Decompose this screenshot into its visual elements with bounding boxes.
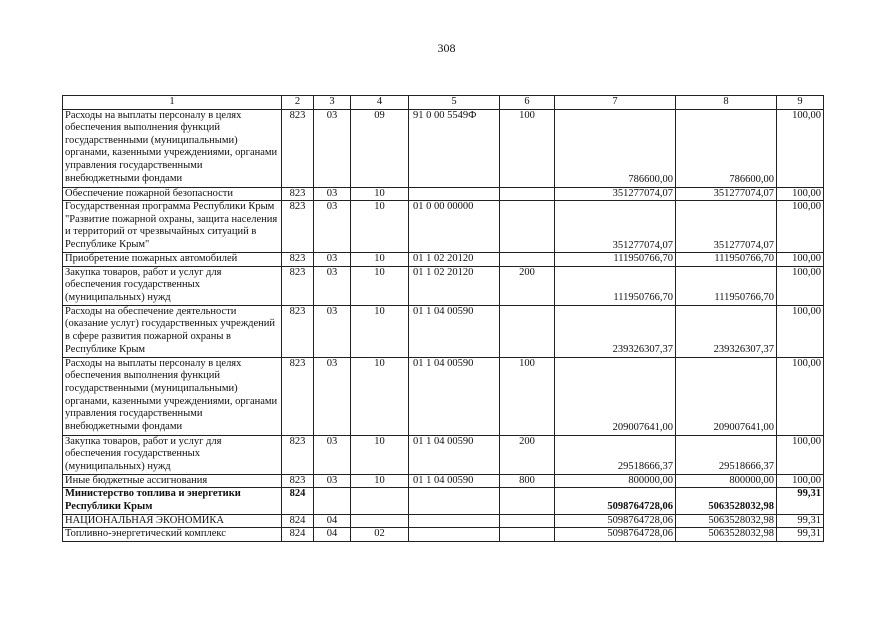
cell-grbs: 824 (282, 528, 314, 542)
cell-grbs: 823 (282, 435, 314, 474)
cell-section: 03 (314, 474, 351, 488)
budget-table (62, 95, 824, 542)
cell-section (314, 488, 351, 514)
cell-subsection (351, 514, 409, 528)
cell-subsection: 10 (351, 305, 409, 357)
cell-planned-amount: 29518666,37 (555, 435, 676, 474)
cell-expense-type (500, 528, 555, 542)
column-header: 5 (409, 96, 500, 110)
cell-subsection: 10 (351, 201, 409, 253)
cell-planned-amount: 5098764728,06 (555, 514, 676, 528)
table-row (63, 528, 824, 542)
column-header: 2 (282, 96, 314, 110)
cell-planned-amount: 239326307,37 (555, 305, 676, 357)
cell-grbs: 823 (282, 109, 314, 187)
cell-planned-amount: 111950766,70 (555, 266, 676, 305)
cell-subsection: 10 (351, 266, 409, 305)
column-header: 4 (351, 96, 409, 110)
cell-subsection (351, 488, 409, 514)
cell-grbs: 824 (282, 488, 314, 514)
page-number: 308 (437, 41, 456, 55)
column-header: 6 (500, 96, 555, 110)
row-name: Государственная программа Республики Крым "Развитие пожарной охраны, защита населения и территорий от чрезвычайных ситуаций в Республике Крым" (63, 201, 282, 253)
cell-section: 03 (314, 253, 351, 267)
cell-target-article: 91 0 00 5549Ф (409, 109, 500, 187)
column-header: 1 (63, 96, 282, 110)
cell-executed-amount: 5063528032,98 (676, 514, 777, 528)
cell-executed-amount: 800000,00 (676, 474, 777, 488)
cell-percent: 100,00 (777, 109, 824, 187)
cell-target-article (409, 528, 500, 542)
cell-percent: 99,31 (777, 488, 824, 514)
cell-percent: 100,00 (777, 357, 824, 435)
cell-percent: 100,00 (777, 305, 824, 357)
cell-executed-amount: 111950766,70 (676, 253, 777, 267)
cell-expense-type (500, 305, 555, 357)
table-row (63, 187, 824, 201)
table-row (63, 109, 824, 187)
cell-target-article: 01 1 04 00590 (409, 305, 500, 357)
cell-target-article: 01 1 04 00590 (409, 474, 500, 488)
cell-planned-amount: 5098764728,06 (555, 488, 676, 514)
cell-executed-amount: 239326307,37 (676, 305, 777, 357)
row-name: Топливно-энергетический комплекс (63, 528, 282, 542)
row-name: Расходы на выплаты персоналу в целях обеспечения выполнения функций государственными (муниципальными) органами, казенными учреждениями, органами управления государственными внебюджетными фондами (63, 109, 282, 187)
cell-subsection: 10 (351, 187, 409, 201)
cell-section: 03 (314, 201, 351, 253)
cell-target-article: 01 1 02 20120 (409, 266, 500, 305)
cell-target-article: 01 0 00 00000 (409, 201, 500, 253)
cell-executed-amount: 786600,00 (676, 109, 777, 187)
cell-section: 03 (314, 187, 351, 201)
cell-subsection: 10 (351, 435, 409, 474)
row-name: Иные бюджетные ассигнования (63, 474, 282, 488)
cell-expense-type (500, 488, 555, 514)
cell-percent: 99,31 (777, 514, 824, 528)
cell-percent: 99,31 (777, 528, 824, 542)
column-header: 3 (314, 96, 351, 110)
cell-subsection: 10 (351, 253, 409, 267)
row-name: Закупка товаров, работ и услуг для обеспечения государственных (муниципальных) нужд (63, 266, 282, 305)
row-name: Обеспечение пожарной безопасности (63, 187, 282, 201)
cell-percent: 100,00 (777, 187, 824, 201)
column-header: 7 (555, 96, 676, 110)
cell-percent: 100,00 (777, 201, 824, 253)
column-header: 8 (676, 96, 777, 110)
table-row (63, 488, 824, 514)
cell-planned-amount: 111950766,70 (555, 253, 676, 267)
cell-grbs: 823 (282, 474, 314, 488)
cell-target-article: 01 1 02 20120 (409, 253, 500, 267)
cell-target-article: 01 1 04 00590 (409, 435, 500, 474)
cell-section: 04 (314, 528, 351, 542)
cell-executed-amount: 111950766,70 (676, 266, 777, 305)
cell-expense-type: 200 (500, 435, 555, 474)
cell-section: 03 (314, 109, 351, 187)
cell-target-article: 01 1 04 00590 (409, 357, 500, 435)
cell-subsection: 10 (351, 474, 409, 488)
cell-grbs: 824 (282, 514, 314, 528)
cell-expense-type: 800 (500, 474, 555, 488)
row-name: НАЦИОНАЛЬНАЯ ЭКОНОМИКА (63, 514, 282, 528)
table-row (63, 266, 824, 305)
cell-expense-type (500, 514, 555, 528)
cell-grbs: 823 (282, 357, 314, 435)
cell-section: 03 (314, 435, 351, 474)
table-row (63, 357, 824, 435)
cell-target-article (409, 187, 500, 201)
cell-percent: 100,00 (777, 253, 824, 267)
cell-grbs: 823 (282, 187, 314, 201)
cell-planned-amount: 5098764728,06 (555, 528, 676, 542)
cell-planned-amount: 209007641,00 (555, 357, 676, 435)
cell-executed-amount: 5063528032,98 (676, 488, 777, 514)
cell-planned-amount: 800000,00 (555, 474, 676, 488)
column-header: 9 (777, 96, 824, 110)
cell-section: 04 (314, 514, 351, 528)
cell-expense-type: 100 (500, 109, 555, 187)
cell-percent: 100,00 (777, 474, 824, 488)
cell-expense-type: 200 (500, 266, 555, 305)
row-name: Расходы на обеспечение деятельности (оказание услуг) государственных учреждений в сфере развития пожарной охраны в Республике Крым (63, 305, 282, 357)
cell-expense-type (500, 253, 555, 267)
cell-expense-type (500, 187, 555, 201)
table-row (63, 514, 824, 528)
table-row (63, 474, 824, 488)
cell-section: 03 (314, 305, 351, 357)
row-name: Закупка товаров, работ и услуг для обеспечения государственных (муниципальных) нужд (63, 435, 282, 474)
cell-planned-amount: 351277074,07 (555, 187, 676, 201)
cell-executed-amount: 351277074,07 (676, 201, 777, 253)
cell-target-article (409, 488, 500, 514)
cell-section: 03 (314, 357, 351, 435)
cell-executed-amount: 29518666,37 (676, 435, 777, 474)
cell-subsection: 02 (351, 528, 409, 542)
table-row (63, 305, 824, 357)
cell-grbs: 823 (282, 266, 314, 305)
row-name: Министерство топлива и энергетики Республики Крым (63, 488, 282, 514)
cell-grbs: 823 (282, 253, 314, 267)
cell-planned-amount: 351277074,07 (555, 201, 676, 253)
header-row (63, 96, 824, 110)
cell-executed-amount: 351277074,07 (676, 187, 777, 201)
cell-planned-amount: 786600,00 (555, 109, 676, 187)
cell-subsection: 10 (351, 357, 409, 435)
cell-grbs: 823 (282, 201, 314, 253)
row-name: Расходы на выплаты персоналу в целях обеспечения выполнения функций государственными (муниципальными) органами, казенными учреждениями, органами управления государственными внебюджетными фондами (63, 357, 282, 435)
cell-expense-type: 100 (500, 357, 555, 435)
cell-executed-amount: 5063528032,98 (676, 528, 777, 542)
cell-subsection: 09 (351, 109, 409, 187)
cell-section: 03 (314, 266, 351, 305)
cell-executed-amount: 209007641,00 (676, 357, 777, 435)
cell-target-article (409, 514, 500, 528)
table-row (63, 435, 824, 474)
cell-percent: 100,00 (777, 266, 824, 305)
cell-expense-type (500, 201, 555, 253)
table-row (63, 253, 824, 267)
row-name: Приобретение пожарных автомобилей (63, 253, 282, 267)
cell-grbs: 823 (282, 305, 314, 357)
cell-percent: 100,00 (777, 435, 824, 474)
table-row (63, 201, 824, 253)
